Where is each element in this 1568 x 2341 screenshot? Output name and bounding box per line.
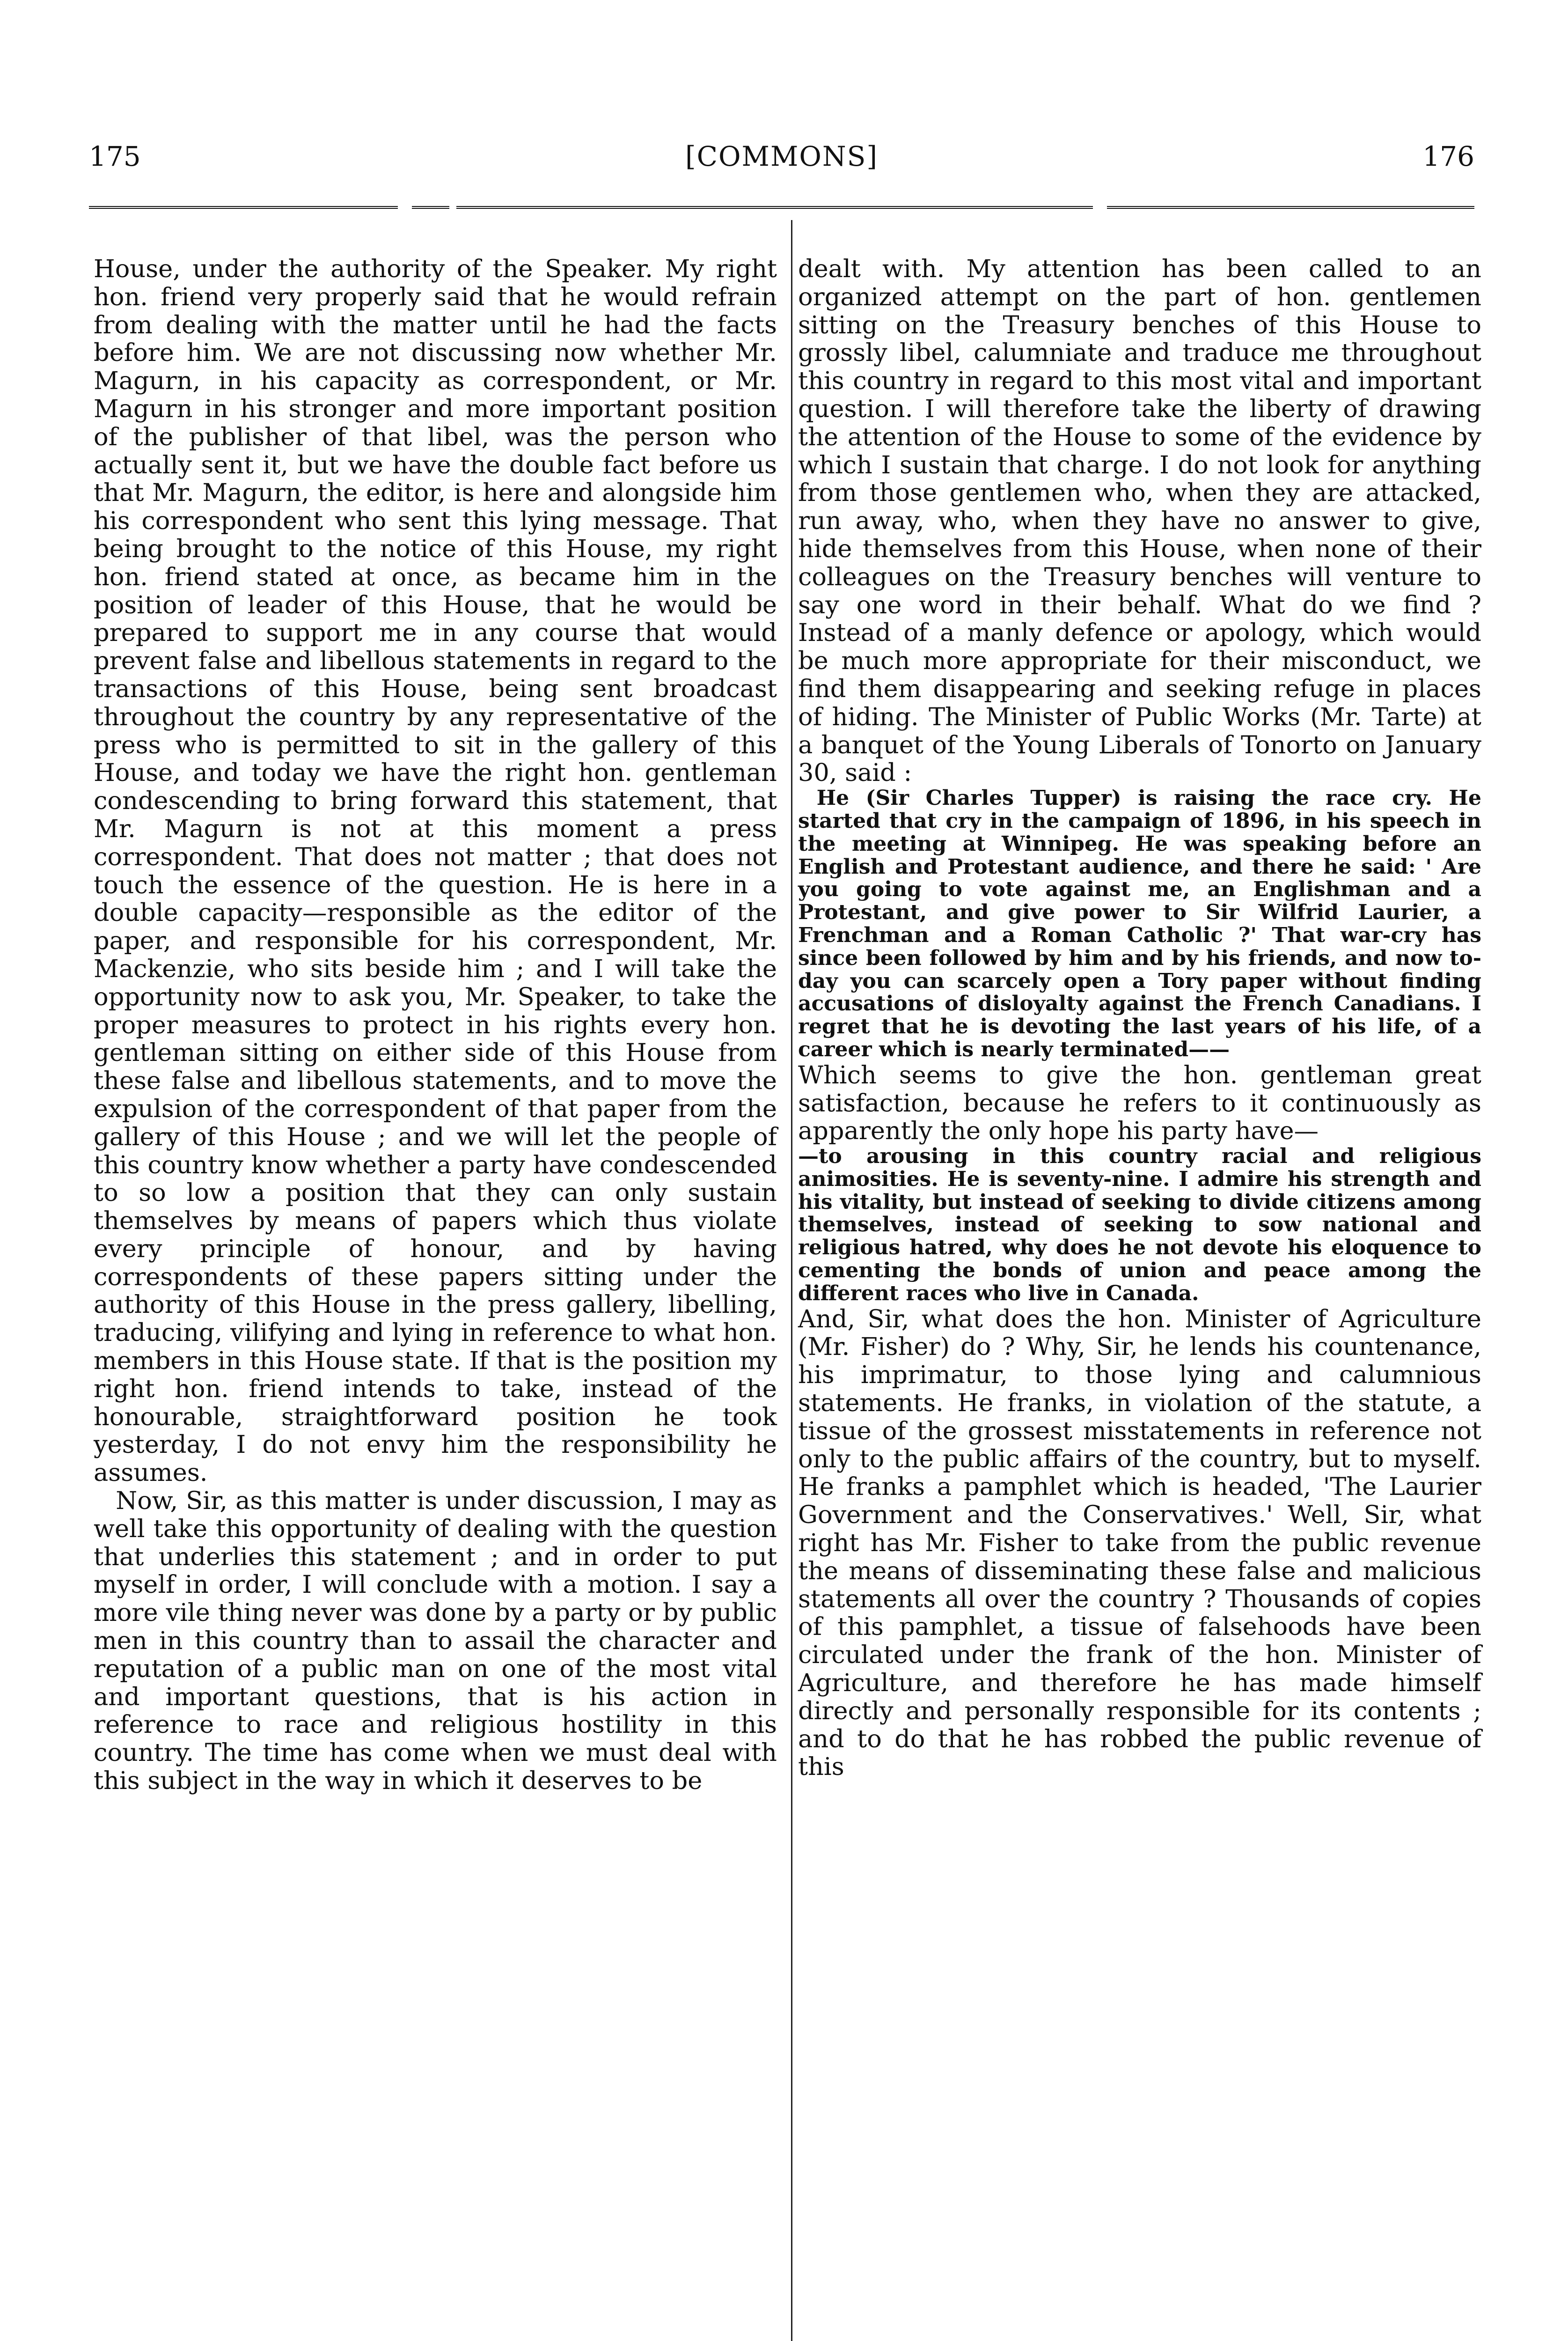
- right-paragraph-1: dealt with. My attention has been called to an organized attempt on the part of hon. gentlemen sitting on the Treasury benches of this House to grossly libel, calumniate and traduce me throughout this country in regard to this most vital and important question. I will therefore take the liberty of drawing the attention of the House to some of the evidence by which I sustain that charge. I do not look for anything from those gentlemen who, when they are attacked, run away, who, when they have no answer to give, hide themselves from this House, when none of their colleagues on the Treasury benches will venture to say one word in their behalf. What do we find ? Instead of a manly defence or apology, which would be much more appropriate for their misconduct, we find them disappearing and seeking refuge in places of hiding. The Minister of Public Works (Mr. Tarte) at a banquet of the Young Liberals of Tonorto on January 30, said :: [798, 255, 1481, 788]
- header-rule-segment: [412, 206, 449, 209]
- block-quote-1: He (Sir Charles Tupper) is raising the race cry. He started that cry in the campaign of 1896, in his speech in the meeting at Winnipeg. He was speaking before an English and Protestant audience, and there he said: ' Are you going to vote against me, an Englishman and a Protestant, and give power to Sir Wilfrid Laurier, a Frenchman and a Roman Catholic ?' That war-cry has since been followed by him and by his friends, and now to-day you can scarcely open a Tory paper without finding accusations of disloyalty against the French Canadians. I regret that he is devoting the last years of his life, of a career which is nearly terminated——: [798, 786, 1481, 1061]
- block-quote-2: —to arousing in this country racial and religious animosities. He is seventy-nine. I admire his strength and his vitality, but instead of seeking to divide citizens among themselves, instead of seeking to sow national and religious hatred, why does he not devote his eloquence to cementing the bonds of union and peace among the different races who live in Canada.: [798, 1144, 1481, 1305]
- right-page-number: 176: [1422, 140, 1474, 172]
- running-title: [COMMONS]: [685, 140, 878, 172]
- header-rule-segment: [1107, 206, 1474, 209]
- left-column: [94, 255, 777, 1795]
- header-rule-segment: [89, 206, 398, 209]
- right-paragraph-2: Which seems to give the hon. gentleman great satisfaction, because he refers to it continuously as apparently the only hope his party have—: [798, 1060, 1481, 1146]
- left-page-number: 175: [89, 140, 141, 172]
- column-divider: [791, 220, 792, 2341]
- left-paragraph-2: Now, Sir, as this matter is under discussion, I may as well take this opportunity of dealing with the question that underlies this statement ; and in order to put myself in order, I will conclude with a motion. I say a more vile thing never was done by a party or by public men in this country than to assail the character and reputation of a public man on one of the most vital and important questions, that is his action in reference to race and religious hostility in this country. The time has come when we must deal with this subject in the way in which it deserves to be: [94, 1487, 777, 1796]
- right-paragraph-3: And, Sir, what does the hon. Minister of Agriculture (Mr. Fisher) do ? Why, Sir, he lends his countenance, his imprimatur, to those lying and calumnious statements. He franks, in violation of the statute, a tissue of the grossest misstatements in reference not only to the public affairs of the country, but to myself. He franks a pamphlet which is headed, 'The Laurier Government and the Conservatives.' Well, Sir, what right has Mr. Fisher to take from the public revenue the means of disseminating these false and malicious statements all over the country ? Thousands of copies of this pamphlet, a tissue of falsehoods have been circulated under the frank of the hon. Minister of Agriculture, and therefore he has made himself directly and personally responsible for its contents ; and to do that he has robbed the public revenue of this: [798, 1304, 1481, 1782]
- page-header: [89, 140, 1474, 183]
- right-column: [798, 255, 1481, 1781]
- left-paragraph-1: House, under the authority of the Speaker. My right hon. friend very properly said that he would refrain from dealing with the matter until he had the facts before him. We are not discussing now whether Mr. Magurn, in his capacity as correspondent, or Mr. Magurn in his stronger and more important position of the publisher of that libel, was the person who actually sent it, but we have the double fact before us that Mr. Magurn, the editor, is here and alongside him his correspondent who sent this lying message. That being brought to the notice of this House, my right hon. friend stated at once, as became him in the position of leader of this House, that he would be prepared to support me in any course that would prevent false and libellous statements in regard to the transactions of this House, being sent broadcast throughout the country by any representative of the press who is permitted to sit in the gallery of this House, and today we have the right hon. gentleman condescending to bring forward this statement, that Mr. Magurn is not at this moment a press correspondent. That does not matter ; that does not touch the essence of the question. He is here in a double capacity—responsible as the editor of the paper, and responsible for his correspondent, Mr. Mackenzie, who sits beside him ; and I will take the opportunity now to ask you, Mr. Speaker, to take the proper measures to protect in his rights every hon. gentleman sitting on either side of this House from these false and libellous statements, and to move the expulsion of the correspondent of that paper from the gallery of this House ; and we will let the people of this country know whether a party have condescended to so low a position that they can only sustain themselves by means of papers which thus violate every principle of honour, and by having correspondents of these papers sitting under the authority of this House in the press gallery, libelling, traducing, vilifying and lying in reference to what hon. members in this House state. If that is the position my right hon. friend intends to take, instead of the honourable, straightforward position he took yesterday, I do not envy him the responsibility he assumes.: [94, 255, 777, 1487]
- header-rule-segment: [456, 206, 1093, 209]
